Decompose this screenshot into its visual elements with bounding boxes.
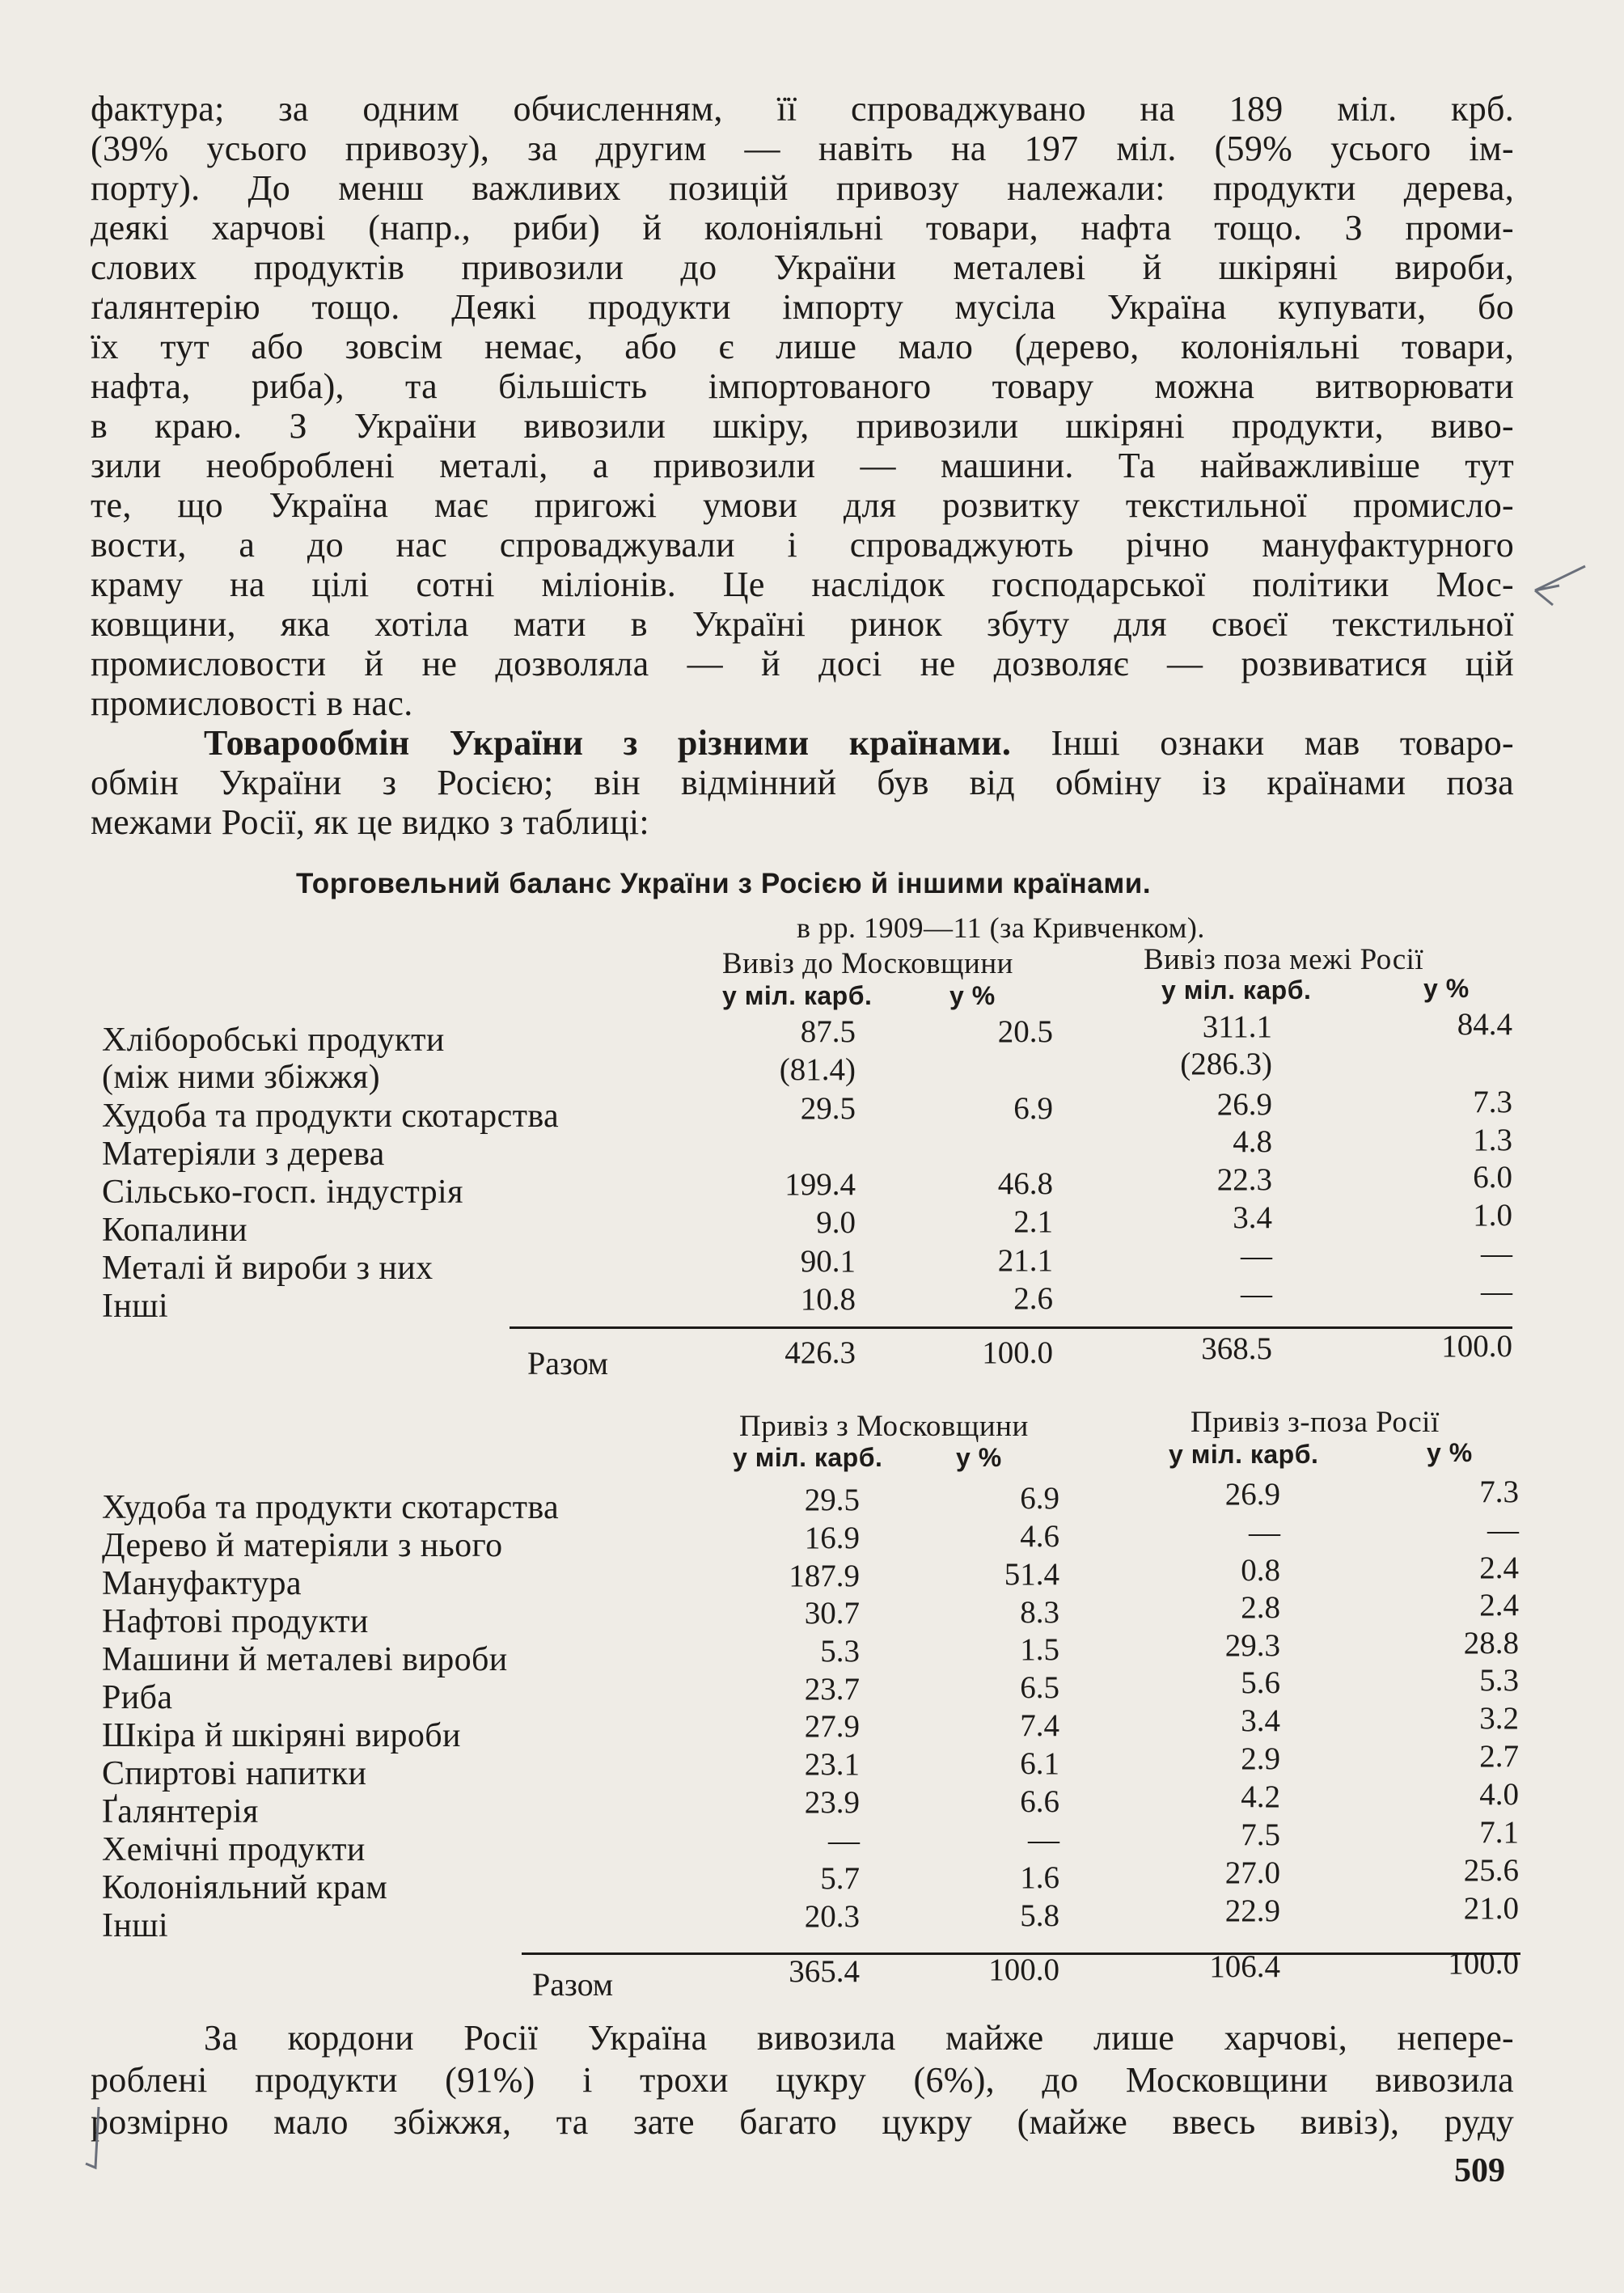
import-col-group-1: Привіз з Московщини <box>739 1410 1029 1443</box>
paragraph-2 <box>91 723 1514 842</box>
text-line: обмін України з Росією; він відмінний був від обміну із країнами поза <box>91 763 1514 802</box>
import-cell-b: 4.6 <box>1020 1519 1059 1554</box>
import-total-d: 100.0 <box>1448 1946 1519 1981</box>
import-total-label: Разом <box>532 1966 614 2003</box>
import-cell-d: 21.0 <box>1463 1891 1519 1926</box>
text-run: Інші ознаки мав товаро- <box>1011 723 1514 763</box>
export-cell-b: 46.8 <box>997 1166 1053 1201</box>
import-cell-a: 20.3 <box>804 1899 860 1934</box>
import-cell-a: 16.9 <box>804 1521 860 1555</box>
export-cell-c: — <box>1241 1238 1272 1273</box>
import-cell-c: 27.0 <box>1224 1855 1280 1890</box>
export-cell-a: (81.4) <box>779 1052 856 1087</box>
import-cell-b: 8.3 <box>1020 1595 1059 1630</box>
import-cell-a: 29.5 <box>804 1483 860 1517</box>
import-row-label: Худоба та продукти скотарства <box>102 1489 560 1526</box>
text-line: роблені продукти (91%) і трохи цукру (6%), до Московщини вивозила <box>91 2060 1514 2100</box>
text-line: зили необроблені металі, а привозили — машини. Та найважливіше тут <box>91 446 1514 485</box>
import-row-label: Шкіра й шкіряні вироби <box>102 1717 461 1754</box>
text-line: їх тут або зовсім немає, або є лише мало (дерево, колоніяльні товари, <box>91 327 1514 366</box>
import-cell-b: — <box>1028 1822 1059 1857</box>
export-cell-c: 3.4 <box>1233 1200 1272 1235</box>
text-line: промисловости й не дозволяла — й досі не дозволяє — розвиватися цій <box>91 644 1514 683</box>
import-cell-d: 5.3 <box>1479 1663 1519 1698</box>
import-cell-b: 7.4 <box>1020 1708 1059 1743</box>
text-line: (39% усього привозу), за другим — навіть на 197 міл. (59% усього ім- <box>91 129 1514 168</box>
import-cell-d: 25.6 <box>1463 1853 1519 1888</box>
import-cell-c: 5.6 <box>1241 1665 1280 1700</box>
import-cell-d: 2.4 <box>1479 1588 1519 1622</box>
import-cell-a: 30.7 <box>804 1596 860 1631</box>
import-cell-d: 4.0 <box>1479 1777 1519 1812</box>
import-row-label: Хемічні продукти <box>102 1831 366 1868</box>
import-cell-d: 2.7 <box>1479 1739 1519 1774</box>
import-unit-1: у міл. карб. <box>733 1443 883 1472</box>
import-cell-b: 51.4 <box>1004 1557 1059 1592</box>
export-total-c: 368.5 <box>1201 1331 1272 1366</box>
export-row-label: Худоба та продукти скотарства <box>102 1098 560 1135</box>
import-cell-d: — <box>1487 1512 1519 1547</box>
export-total-a: 426.3 <box>785 1335 856 1370</box>
import-col-group-2: Привіз з-поза Росії <box>1191 1406 1440 1439</box>
paragraph-1 <box>91 89 1514 723</box>
export-cell-c: 4.8 <box>1233 1124 1272 1159</box>
import-cell-a: 5.3 <box>820 1634 860 1669</box>
import-cell-c: 2.8 <box>1241 1590 1280 1625</box>
text-line: краму на цілі сотні міліонів. Це наслідок господарської політики Мос- <box>91 565 1514 604</box>
import-unit-2: у міл. карб. <box>1169 1440 1319 1469</box>
export-cell-d: — <box>1481 1274 1512 1309</box>
import-cell-c: 26.9 <box>1224 1477 1280 1512</box>
import-cell-c: 7.5 <box>1241 1817 1280 1852</box>
text-line: промисловості в нас. <box>91 683 413 723</box>
text-line: ковщини, яка хотіла мати в Україні ринок збуту для своєї текстильної <box>91 604 1514 644</box>
import-cell-b: 1.6 <box>1020 1860 1059 1895</box>
export-cell-a: 9.0 <box>816 1205 856 1240</box>
import-cell-b: 6.1 <box>1020 1746 1059 1781</box>
export-cell-d: 1.0 <box>1473 1198 1512 1233</box>
pencil-arrow-mark <box>1520 558 1593 615</box>
import-cell-a: 23.7 <box>804 1672 860 1707</box>
import-cell-b: 6.9 <box>1020 1481 1059 1516</box>
import-cell-c: 0.8 <box>1241 1553 1280 1588</box>
import-row-label: Мануфактура <box>102 1565 302 1602</box>
pencil-margin-mark <box>74 2103 115 2176</box>
text-line: За кордони Росії Україна вивозила майже лише харчові, непере- <box>204 2018 1514 2058</box>
text-line: порту). До менш важливих позицій привозу належали: продукти дерева, <box>91 168 1514 208</box>
import-cell-c: — <box>1249 1515 1280 1550</box>
export-row-label: Сільсько-госп. індустрія <box>102 1174 463 1211</box>
table-subtitle: в рр. 1909—11 (за Кривченком). <box>797 912 1205 944</box>
import-row-label: Колоніяльний крам <box>102 1869 388 1906</box>
export-cell-a: 90.1 <box>800 1244 856 1279</box>
export-cell-b: 6.9 <box>1013 1091 1053 1126</box>
text-line <box>91 723 1514 763</box>
import-cell-c: 3.4 <box>1241 1703 1280 1738</box>
export-cell-b: 2.1 <box>1013 1204 1053 1239</box>
export-unit-1: у міл. карб. <box>722 981 873 1010</box>
import-cell-a: — <box>828 1823 860 1858</box>
export-row-label: Матеріяли з дерева <box>102 1136 385 1173</box>
text-line: розмірно мало збіжжя, та зате багато цукру (майже ввесь вивіз), руду <box>91 2102 1514 2142</box>
import-row-label: Нафтові продукти <box>102 1603 369 1640</box>
text-line: фактура; за одним обчисленням, її спроваджувано на 189 міл. крб. <box>91 89 1514 129</box>
export-pct-1: у % <box>949 981 996 1010</box>
text-line: те, що Україна має пригожі умови для розвитку текстильної промисло- <box>91 485 1514 525</box>
export-col-group-1: Вивіз до Московщини <box>722 947 1013 980</box>
export-cell-a: 199.4 <box>785 1167 856 1202</box>
import-total-b: 100.0 <box>988 1952 1059 1987</box>
export-cell-c: 22.3 <box>1216 1162 1272 1197</box>
import-total-c: 106.4 <box>1209 1949 1280 1984</box>
export-cell-d: — <box>1481 1236 1512 1271</box>
export-row-label: (між ними збіжжя) <box>102 1059 381 1096</box>
text-line: ґалянтерію тощо. Деякі продукти імпорту мусіла Україна купувати, бо <box>91 287 1514 327</box>
export-unit-2: у міл. карб. <box>1161 975 1312 1005</box>
export-row-label: Металі й вироби з них <box>102 1250 433 1287</box>
text-line: межами Росії, як це видко з таблиці: <box>91 802 649 842</box>
export-row-label: Інші <box>102 1288 169 1325</box>
export-cell-d: 84.4 <box>1457 1007 1512 1042</box>
import-cell-a: 23.1 <box>804 1747 860 1782</box>
text-line: нафта, риба), та більшість імпортованого товару можна витворювати <box>91 366 1514 406</box>
export-cell-c: 311.1 <box>1202 1009 1272 1044</box>
export-row-label: Копалини <box>102 1212 247 1249</box>
export-cell-a: 87.5 <box>800 1014 856 1049</box>
import-pct-2: у % <box>1427 1438 1473 1467</box>
import-cell-d: 7.3 <box>1479 1474 1519 1509</box>
import-cell-a: 187.9 <box>789 1559 860 1593</box>
import-cell-b: 5.8 <box>1020 1898 1059 1933</box>
export-cell-b: 21.1 <box>997 1243 1053 1278</box>
export-cell-d: 6.0 <box>1473 1160 1512 1195</box>
import-cell-b: 6.6 <box>1020 1784 1059 1819</box>
export-total-b: 100.0 <box>982 1335 1053 1370</box>
section-heading: Товарообмін України з різними країнами. <box>204 723 1012 763</box>
import-cell-c: 29.3 <box>1224 1628 1280 1663</box>
export-cell-a: 29.5 <box>800 1091 856 1126</box>
import-cell-d: 3.2 <box>1479 1701 1519 1736</box>
text-line: слових продуктів привозили до України металеві й шкіряні вироби, <box>91 247 1514 287</box>
export-total-d: 100.0 <box>1441 1329 1512 1364</box>
import-row-label: Машини й металеві вироби <box>102 1641 508 1678</box>
import-cell-d: 28.8 <box>1463 1626 1519 1661</box>
import-cell-c: 22.9 <box>1224 1893 1280 1928</box>
export-cell-c: (286.3) <box>1180 1047 1272 1081</box>
export-total-rule <box>510 1326 1512 1329</box>
import-cell-b: 6.5 <box>1020 1670 1059 1705</box>
import-cell-a: 27.9 <box>804 1709 860 1744</box>
export-cell-c: — <box>1241 1276 1272 1311</box>
import-cell-a: 5.7 <box>820 1861 860 1896</box>
import-row-label: Ґалянтерія <box>102 1793 259 1830</box>
export-row-label: Хліборобські продукти <box>102 1022 445 1059</box>
export-cell-b: 20.5 <box>997 1014 1053 1049</box>
export-cell-c: 26.9 <box>1216 1087 1272 1122</box>
text-line: вости, а до нас спроваджували і спроваджують річно мануфактурного <box>91 525 1514 565</box>
import-cell-a: 23.9 <box>804 1785 860 1820</box>
export-cell-b: 2.6 <box>1013 1281 1053 1316</box>
import-pct-1: у % <box>956 1443 1002 1472</box>
import-total-a: 365.4 <box>789 1954 860 1989</box>
import-cell-c: 2.9 <box>1241 1741 1280 1776</box>
import-cell-c: 4.2 <box>1241 1779 1280 1814</box>
text-line: деякі харчові (напр., риби) й колоніяльні товари, нафта тощо. З проми- <box>91 208 1514 247</box>
table-title: Торговельний баланс України з Росією й іншими країнами. <box>296 868 1152 899</box>
export-col-group-2: Вивіз поза межі Росії <box>1144 943 1424 976</box>
paragraph-3 <box>91 2017 1514 2143</box>
import-cell-d: 2.4 <box>1479 1551 1519 1585</box>
import-cell-d: 7.1 <box>1479 1815 1519 1850</box>
import-row-label: Дерево й матеріяли з нього <box>102 1527 503 1564</box>
import-row-label: Спиртові напитки <box>102 1755 367 1792</box>
import-row-label: Інші <box>102 1907 169 1944</box>
text-line: в краю. З України вивозили шкіру, привозили шкіряні продукти, виво- <box>91 406 1514 446</box>
export-total-label: Разом <box>527 1345 609 1381</box>
import-cell-b: 1.5 <box>1020 1632 1059 1667</box>
page-number: 509 <box>1454 2152 1505 2189</box>
export-pct-2: у % <box>1423 974 1470 1003</box>
export-cell-a: 10.8 <box>800 1282 856 1317</box>
export-cell-d: 7.3 <box>1473 1085 1512 1119</box>
export-cell-d: 1.3 <box>1473 1123 1512 1157</box>
import-row-label: Риба <box>102 1679 173 1716</box>
